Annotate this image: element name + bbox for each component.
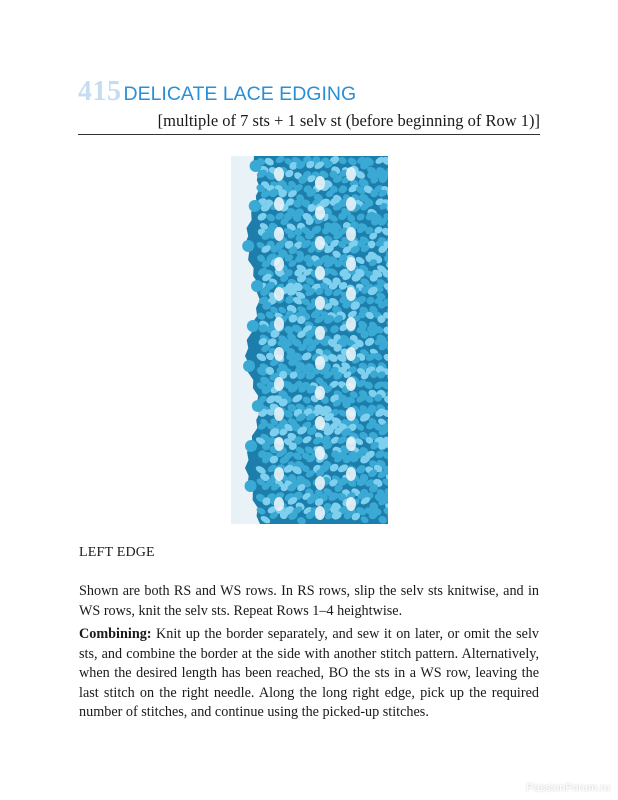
- pattern-number: 415: [78, 76, 122, 107]
- pattern-heading: [78, 76, 356, 108]
- heading-divider: [78, 134, 540, 135]
- pattern-title: DELICATE LACE EDGING: [123, 83, 357, 105]
- section-heading: LEFT EDGE: [79, 545, 155, 560]
- knitted-swatch-photo: [231, 156, 388, 524]
- combining-paragraph: [79, 625, 539, 723]
- combining-text: Knit up the border separately, and sew it on later, or omit the selv sts, and combine the border at the side with another stitch pattern. Alternatively, when the desired length has been reached, BO the sts in a WS row, leaving the last stitch on the right needle. Along the long right edge, pick up the required number of stitches, and continue using the picked-up stitches.: [79, 626, 539, 720]
- stitch-multiple-note: [multiple of 7 sts + 1 selv st (before beginning of Row 1)]: [157, 111, 540, 130]
- watermark: PassionForum.ru: [526, 782, 610, 794]
- instructions-paragraph: Shown are both RS and WS rows. In RS rows, slip the selv sts knitwise, and in WS rows, knit the selv sts. Repeat Rows 1–4 heightwise.: [79, 583, 539, 619]
- lace-edging-swatch: [242, 156, 388, 524]
- combining-label: Combining:: [79, 626, 152, 642]
